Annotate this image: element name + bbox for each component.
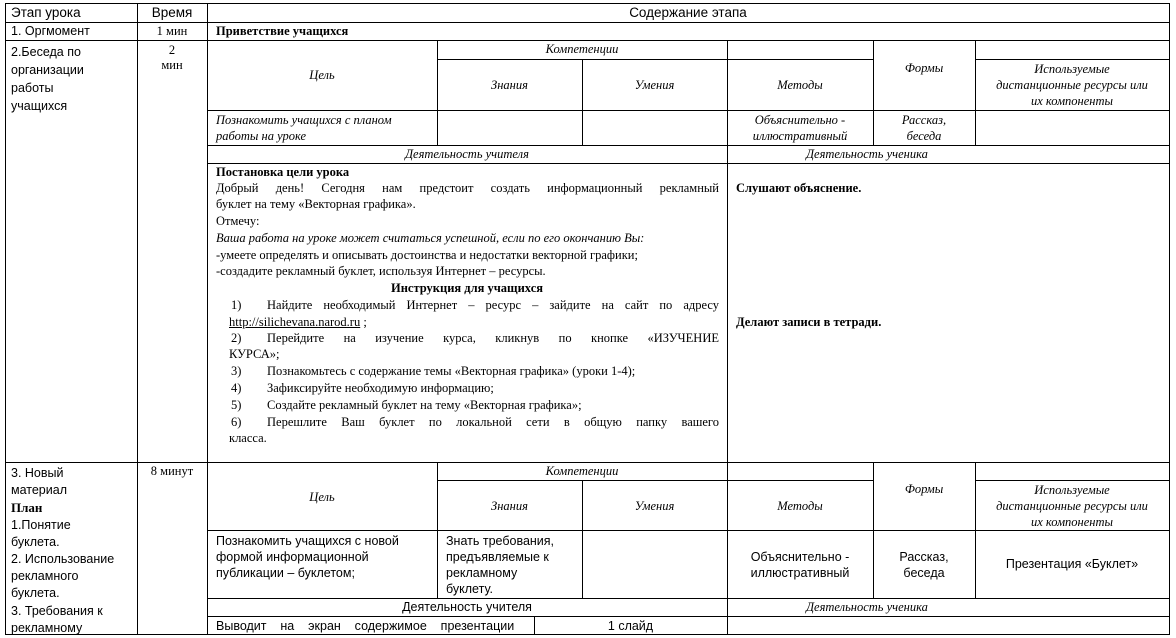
row3-method: [727, 549, 873, 581]
teacher-title: Постановка цели урока: [216, 165, 350, 179]
instructions-title: Инструкция для учащихся: [390, 281, 544, 295]
row2-method-line: Объяснительно -: [754, 113, 846, 127]
row2-method: [727, 112, 873, 144]
row3-stage-line: рекламному: [11, 620, 83, 635]
row2-forms-header: Формы: [904, 61, 944, 75]
step3-text: Познакомьтесь с содержание темы «Векторная графика» (уроки 1-4);: [267, 364, 636, 378]
row3-goal-line: публикации – буклетом;: [216, 566, 355, 580]
row3-stage-line: 1.Понятие: [11, 517, 71, 532]
row2-goal-line: Познакомить учащихся с планом: [216, 113, 392, 127]
row3-knowledge-line: предъявляемые к: [446, 550, 549, 564]
row3-method-line: Объяснительно -: [750, 550, 850, 564]
row3-form: [873, 549, 975, 581]
row2-stage-line: учащихся: [11, 99, 68, 113]
row3-student-header: Деятельность ученика: [806, 600, 928, 614]
row3-resources-header-line: их компоненты: [1031, 515, 1113, 529]
row2-method-line: иллюстративный: [752, 129, 848, 143]
row3-stage: [11, 465, 114, 637]
teacher-p1a: Добрый день! Сегодня нам предстоит создать информационный рекламный: [216, 181, 719, 195]
row3-stage-line: буклета.: [11, 586, 60, 601]
row2-form-line: беседа: [906, 129, 942, 143]
row3-slide-label: 1 слайд: [607, 619, 654, 633]
row2-form: [873, 112, 975, 144]
row2-stage: [11, 43, 84, 115]
step2-text: Перейдите на изучение курса, кликнув по кнопке «ИЗУЧЕНИЕ: [267, 331, 719, 345]
header-stage: Этап урока: [11, 5, 81, 20]
row3-method-line: иллюстративный: [750, 566, 850, 580]
row3-knowledge: [446, 533, 554, 597]
row3-knowledge-line: рекламному: [446, 566, 518, 580]
row3-stage-line: 2. Использование: [11, 552, 115, 567]
row3-stage-line: буклета.: [11, 534, 60, 549]
student-activity-1: Слушают объяснение.: [736, 181, 862, 195]
row3-goal-line: Познакомить учащихся с новой: [216, 534, 399, 548]
row2-goal-line: работы на уроке: [216, 129, 307, 143]
step1-tail: ;: [360, 315, 367, 329]
row2-resources-header-line: дистанционные ресурсы или: [996, 78, 1148, 92]
row3-stage-line: 3. Требования к: [11, 603, 103, 618]
row3-resources-header: [975, 482, 1169, 530]
row2-goal: [216, 112, 392, 144]
row2-knowledge-header: Знания: [491, 78, 528, 92]
step2-number: 2): [231, 331, 242, 345]
row2-resources-header: [975, 61, 1169, 109]
step1-number: 1): [231, 298, 242, 312]
row1-time: 1 мин: [156, 24, 188, 38]
teacher-p2: Отмечу:: [216, 214, 260, 228]
row2-time: [137, 43, 207, 73]
row3-skills-header: Умения: [634, 499, 675, 513]
row2-stage-line: 2.Беседа по: [11, 45, 81, 59]
row3-forms-header: Формы: [904, 482, 944, 496]
teacher-p5: -создадите рекламный буклет, используя Интернет – ресурсы.: [216, 264, 546, 278]
step6-text: Перешлите Ваш буклет по локальной сети в общую папку вашего: [267, 415, 719, 429]
row3-stage-plan: План: [11, 500, 43, 516]
step3-number: 3): [231, 364, 242, 378]
row3-form-line: беседа: [903, 566, 945, 580]
row1-stage: 1. Оргмомент: [11, 24, 90, 38]
step5-text: Создайте рекламный буклет на тему «Векторная графика»;: [267, 398, 582, 412]
row2-teacher-header: Деятельность учителя: [405, 147, 529, 161]
row2-form-line: Рассказ,: [901, 113, 947, 127]
row2-resources-header-line: их компоненты: [1031, 94, 1113, 108]
row3-knowledge-header: Знания: [491, 499, 528, 513]
row3-stage-line: материал: [11, 483, 67, 498]
row2-time-line: 2: [168, 43, 176, 57]
step5-number: 5): [231, 398, 242, 412]
step6-text-cont: класса.: [229, 431, 267, 445]
row2-stage-line: организации: [11, 63, 84, 77]
teacher-p4: -умеете определять и описывать достоинства и недостатки векторной графики;: [216, 248, 638, 262]
row3-competencies: Компетенции: [545, 464, 619, 478]
row3-resources-header-line: дистанционные ресурсы или: [996, 499, 1148, 513]
step1-link-line: [229, 315, 367, 330]
row2-student-header: Деятельность ученика: [806, 147, 928, 161]
row3-resources-header-line: Используемые: [1034, 483, 1110, 497]
row2-resources-header-line: Используемые: [1034, 62, 1110, 76]
row2-skills-header: Умения: [634, 78, 675, 92]
site-link[interactable]: http://silichevana.narod.ru: [229, 315, 361, 329]
row2-time-line: мин: [161, 58, 183, 72]
row2-methods-header: Методы: [777, 78, 823, 92]
row3-form-line: Рассказ,: [899, 550, 949, 564]
row3-stage-line: рекламного: [11, 569, 79, 584]
teacher-p3: Ваша работа на уроке может считаться успешной, если по его окончанию Вы:: [216, 231, 645, 245]
step6-number: 6): [231, 415, 242, 429]
row3-teacher-header: Деятельность учителя: [402, 600, 532, 614]
row3-stage-line: 3. Новый: [11, 466, 64, 480]
header-content: Содержание этапа: [629, 5, 747, 20]
row3-time: 8 минут: [150, 464, 194, 478]
row1-content: Приветствие учащихся: [216, 24, 349, 38]
row2-stage-line: работы: [11, 81, 54, 95]
row2-goal-header: Цель: [309, 68, 335, 82]
step4-text: Зафиксируйте необходимую информацию;: [267, 381, 494, 395]
row3-knowledge-line: буклету.: [446, 582, 493, 596]
step1-text: Найдите необходимый Интернет – ресурс – зайдите на сайт по адресу: [267, 298, 719, 312]
row3-teacher-text: Выводит на экран содержимое презентации: [216, 619, 515, 633]
row3-knowledge-line: Знать требования,: [446, 534, 555, 548]
row3-goal-line: формой информационной: [216, 550, 369, 564]
row3-goal-header: Цель: [309, 490, 335, 504]
row3-resource: Презентация «Буклет»: [1005, 557, 1139, 571]
step2-text-cont: КУРСА»;: [229, 347, 280, 361]
student-activity-2: Делают записи в тетради.: [736, 315, 882, 329]
header-time: Время: [151, 5, 193, 20]
step4-number: 4): [231, 381, 242, 395]
row3-goal: [216, 533, 399, 581]
teacher-p1b: буклет на тему «Векторная графика».: [216, 197, 416, 211]
row3-methods-header: Методы: [777, 499, 823, 513]
row2-competencies: Компетенции: [545, 42, 619, 56]
